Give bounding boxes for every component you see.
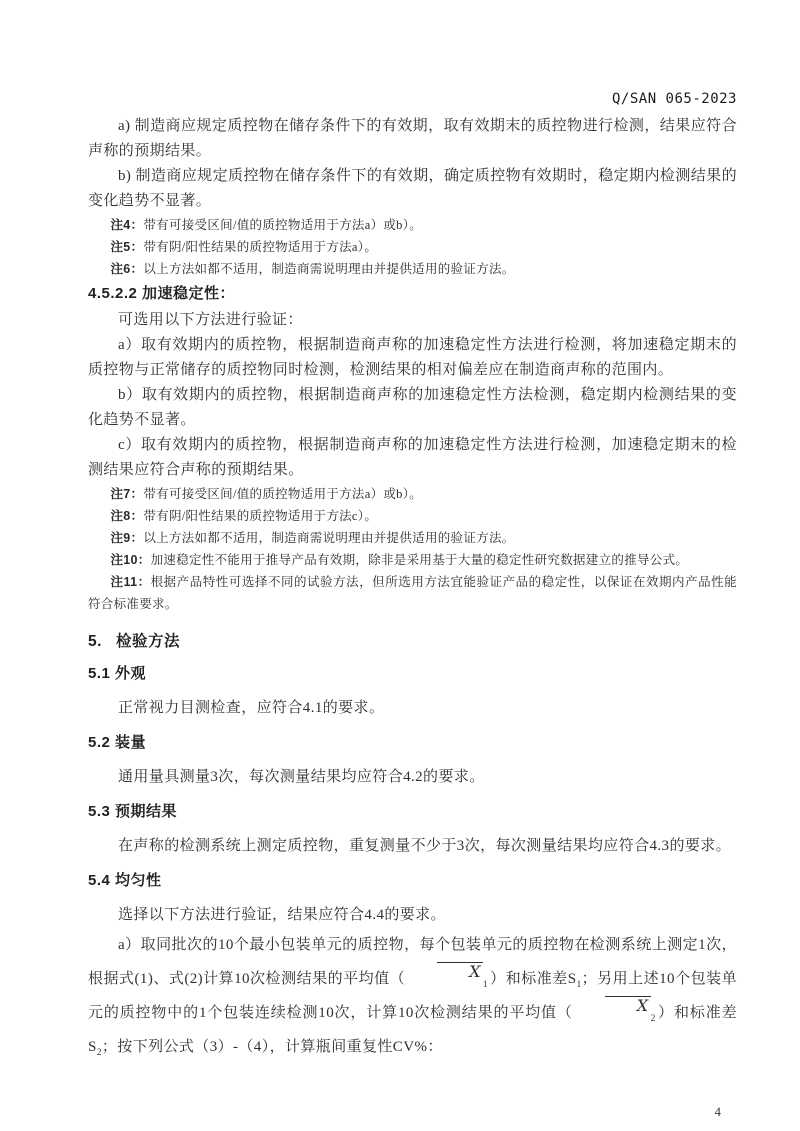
method-a-seg4: ；按下列公式（3）-（4），计算瓶间重复性CV%：: [101, 1039, 443, 1055]
method-a-seg0: a）取同批次的10个最小包装单元的质控物，每个包装单元的质控物在检测系统上测定1次，根据式(1)、式(2)计算10次检测结果的平均值（: [88, 937, 737, 987]
s2-subscript: 2: [96, 1048, 102, 1058]
heading-5-4: 5.4 均匀性: [88, 872, 162, 889]
heading-5: [88, 631, 737, 652]
note-4: [88, 214, 737, 236]
note-7-text: 带有可接受区间/值的质控物适用于方法a）或b）。: [143, 487, 423, 501]
accelerated-item-a: a）取有效期内的质控物，根据制造商声称的加速稳定性方法进行检测，将加速稳定期末的质控物与正常储存的质控物同时检测，检测结果的相对偏差应在制造商声称的范围内。: [88, 337, 737, 378]
note-10-text: 加速稳定性不能用于推导产品有效期，除非是采用基于大量的稳定性研究数据建立的推导公式。: [150, 553, 689, 567]
section-5-4-method-a: [88, 928, 737, 1064]
method-a-seg2: ；另用上述10个包装单元的质控物中的1个包装连续检测10次，计算10次检测结果的平均值（: [88, 971, 737, 1021]
storage-stability-item-a: a) 制造商应规定质控物在储存条件下的有效期，取有效期末的质控物进行检测，结果应符合声称的预期结果。: [88, 118, 737, 159]
note-9: [88, 527, 737, 549]
accelerated-intro: 可选用以下方法进行验证：: [118, 312, 303, 328]
note-11: [88, 571, 737, 615]
heading-4-5-2-2: 4.5.2.2 加速稳定性：: [88, 285, 236, 302]
note-9-text: 以上方法如都不适用，制造商需说明理由并提供适用的验证方法。: [143, 531, 515, 545]
method-a-seg1: ）和标准差S: [490, 971, 577, 987]
page-header: [88, 92, 737, 107]
note-7: [88, 483, 737, 505]
note-6: [88, 258, 737, 280]
section-5-1-body: 正常视力目测检查，应符合4.1的要求。: [118, 700, 385, 716]
heading-5-1: 5.1 外观: [88, 665, 147, 682]
xbar1-formula: [405, 962, 490, 996]
note-5-text: 带有阴/阳性结果的质控物适用于方法a）。: [143, 240, 378, 254]
note-11-text: 根据产品特性可选择不同的试验方法，但所选用方法宜能验证产品的稳定性，以保证在效期内产品性能符合标准要求。: [88, 575, 737, 611]
note-5-label: 注5：: [110, 240, 144, 254]
section-5-2-body: 通用量具测量3次，每次测量结果均应符合4.2的要求。: [118, 769, 485, 785]
xbar1-subscript: 1: [482, 980, 489, 990]
s1-subscript: 1: [576, 980, 582, 990]
note-10: [88, 549, 737, 571]
page-number: 4: [714, 1104, 721, 1119]
heading-5-3: 5.3 预期结果: [88, 803, 178, 820]
note-6-label: 注6：: [110, 262, 144, 276]
note-11-label: 注11：: [110, 575, 151, 589]
doc-number: Q/SAN 065-2023: [611, 91, 737, 107]
section-5-3-body: 在声称的检测系统上测定质控物，重复测量不少于3次，每次测量结果均应符合4.3的要求。: [118, 838, 732, 854]
xbar2-formula: [573, 996, 658, 1030]
note-4-label: 注4：: [110, 218, 144, 232]
note-7-label: 注7：: [110, 487, 144, 501]
xbar1-symbol: X: [437, 962, 483, 980]
heading-5-2: 5.2 装量: [88, 734, 147, 751]
note-9-label: 注9：: [110, 531, 144, 545]
note-8-label: 注8：: [110, 509, 144, 523]
accelerated-item-b: b）取有效期内的质控物，根据制造商声称的加速稳定性方法检测，稳定期内检测结果的变化趋势不显著。: [88, 387, 737, 428]
note-6-text: 以上方法如都不适用，制造商需说明理由并提供适用的验证方法。: [143, 262, 515, 276]
accelerated-item-c: c）取有效期内的质控物，根据制造商声称的加速稳定性方法进行检测，加速稳定期末的检测结果应符合声称的预期结果。: [88, 437, 737, 478]
note-8: [88, 505, 737, 527]
storage-stability-item-b: b) 制造商应规定质控物在储存条件下的有效期，确定质控物有效期时，稳定期内检测结果的变化趋势不显著。: [88, 168, 737, 209]
note-10-label: 注10：: [110, 553, 151, 567]
heading-5-title: 检验方法: [115, 633, 180, 650]
note-4-text: 带有可接受区间/值的质控物适用于方法a）或b）。: [143, 218, 423, 232]
note-8-text: 带有阴/阳性结果的质控物适用于方法c）。: [143, 509, 378, 523]
section-5-4-intro: 选择以下方法进行验证，结果应符合4.4的要求。: [118, 907, 446, 923]
xbar2-subscript: 2: [650, 1014, 656, 1024]
xbar2-symbol: X: [605, 996, 651, 1014]
method-a-seg3: ）和标准差S: [88, 1005, 737, 1055]
note-5: [88, 236, 737, 258]
heading-5-number: 5.: [88, 633, 102, 650]
